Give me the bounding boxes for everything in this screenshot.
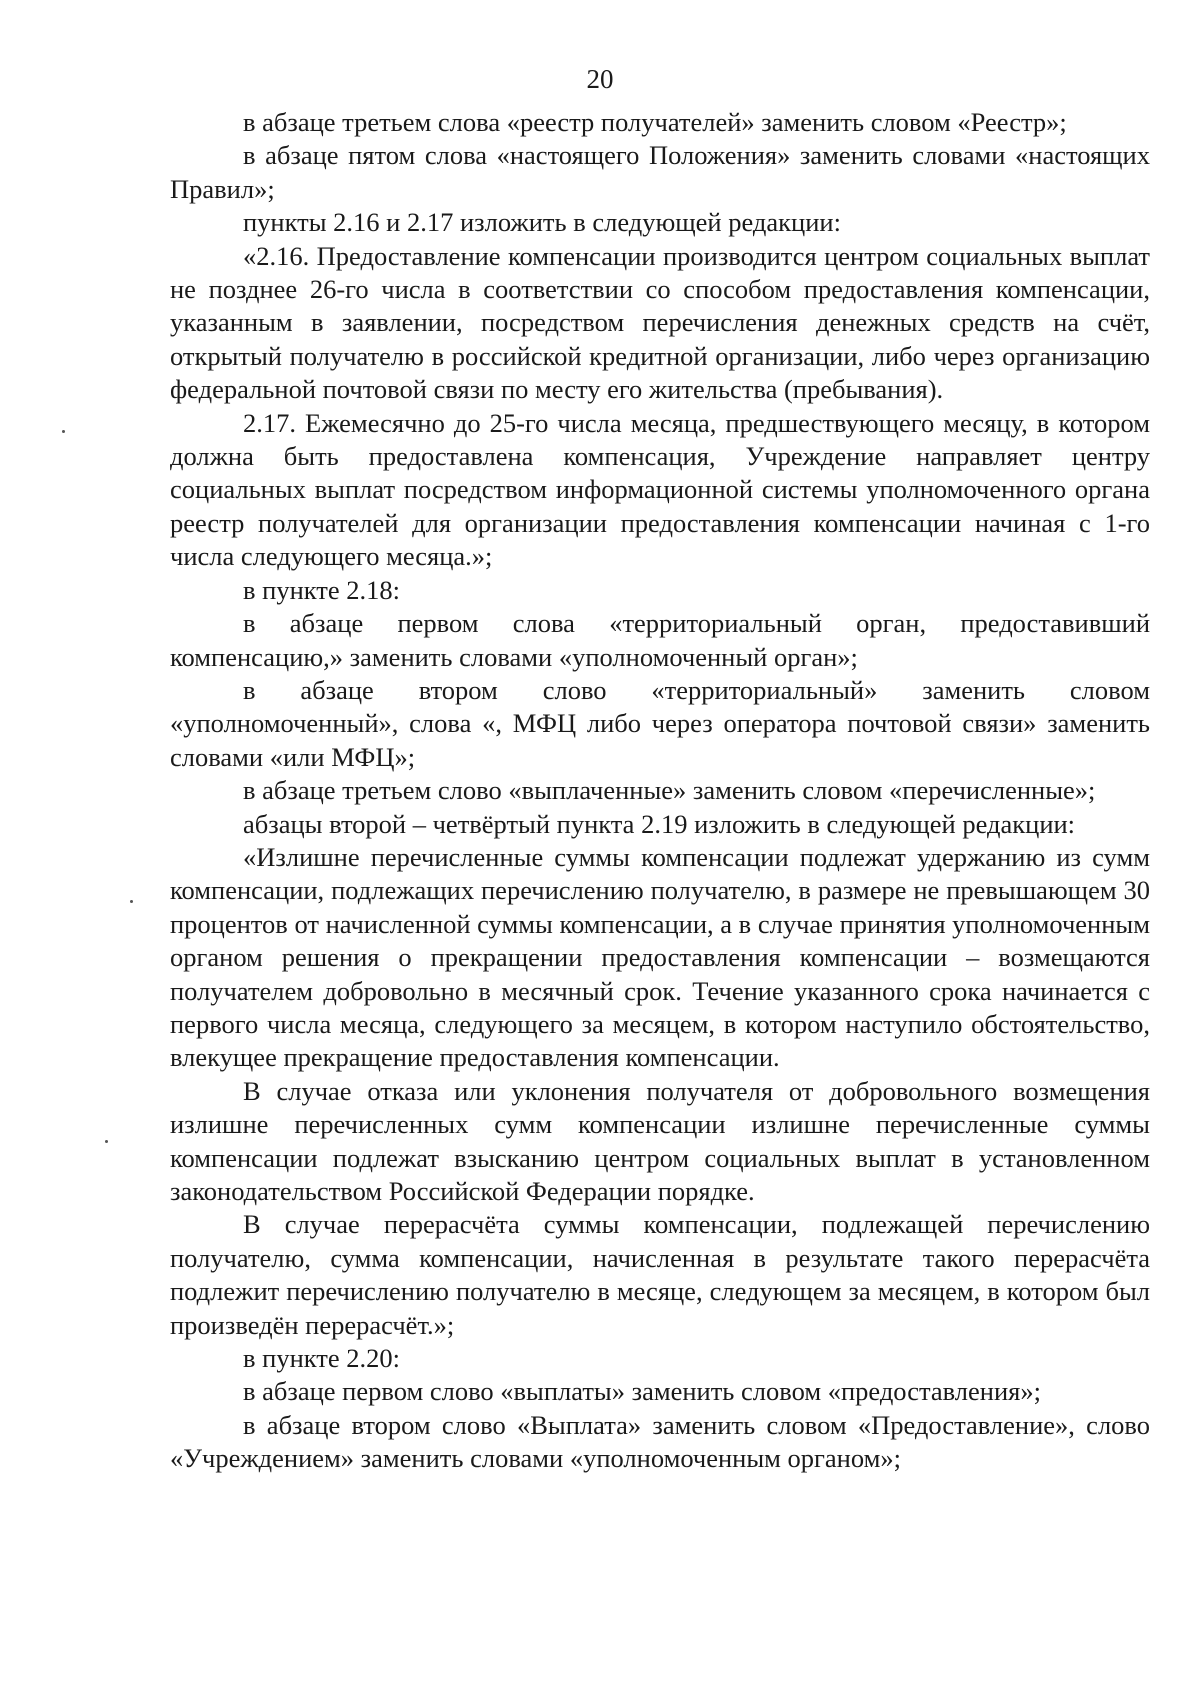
scan-speck — [130, 900, 133, 903]
paragraph: в пункте 2.20: — [243, 1343, 400, 1374]
paragraph: В случае перерасчёта суммы компенсации, подлежащей перечислению получателю, сумма компенсации, начисленная в результате такого перерасчёта подлежит перечислению получателю в месяце, следующем за месяцем, в котором был произведён перерасчёт.»; — [170, 1209, 1150, 1340]
paragraph: «Излишне перечисленные суммы компенсации подлежат удержанию из сумм компенсации, подлежащих перечислению получателю, в размере не превышающем 30 процентов от начисленной суммы компенсации, а в случае принятия уполномоченным органом решения о прекращении предоставления компенсации – возмещаются получателем добровольно в месячный срок. Течение указанного срока начинается с первого числа месяца, следующего за месяцем, в котором наступило обстоятельство, влекущее прекращение предоставления компенсации. — [170, 841, 1150, 1073]
paragraph: абзацы второй – четвёртый пункта 2.19 изложить в следующей редакции: — [243, 808, 1076, 839]
paragraph: 2.17. Ежемесячно до 25-го числа месяца, предшествующего месяцу, в котором должна быть предоставлена компенсация, Учреждение направляет центру социальных выплат посредством информационной системы уполномоченного органа реестр получателей для организации предоставления компенсации начиная с 1-го числа следующего месяца.»; — [170, 407, 1150, 572]
paragraph: в абзаце первом слово «выплаты» заменить словом «предоставления»; — [243, 1376, 1041, 1407]
paragraph: в абзаце третьем слова «реестр получателей» заменить словом «Реестр»; — [243, 107, 1067, 137]
paragraph: в пункте 2.18: — [243, 574, 400, 605]
paragraph: в абзаце пятом слова «настоящего Положения» заменить словами «настоящих Правил»; — [170, 140, 1150, 204]
document-body — [170, 106, 1150, 1476]
page-number: 20 — [586, 64, 614, 94]
scan-speck — [62, 430, 65, 433]
paragraph: в абзаце втором слово «Выплата» заменить словом «Предоставление», слово «Учреждением» заменить словами «уполномоченным органом»; — [170, 1409, 1150, 1474]
scan-speck — [105, 1140, 108, 1143]
paragraph: «2.16. Предоставление компенсации производится центром социальных выплат не позднее 26-го числа в соответствии со способом предоставления компенсации, указанным в заявлении, посредством перечисления денежных средств на счёт, открытый получателю в российской кредитной организации, либо через организацию федеральной почтовой связи по месту его жительства (пребывания). — [170, 240, 1150, 405]
paragraph: В случае отказа или уклонения получателя от добровольного возмещения излишне перечисленных сумм компенсации излишне перечисленные суммы компенсации подлежат взысканию центром социальных выплат в установленном законодательством Российской Федерации порядке. — [170, 1075, 1150, 1206]
paragraph: пункты 2.16 и 2.17 изложить в следующей редакции: — [243, 207, 841, 238]
paragraph: в абзаце втором слово «территориальный» заменить словом «уполномоченный», слова «, МФЦ либо через оператора почтовой связи» заменить словами «или МФЦ»; — [170, 674, 1150, 772]
paragraph: в абзаце третьем слово «выплаченные» заменить словом «перечисленные»; — [243, 775, 1096, 806]
paragraph: в абзаце первом слова «территориальный орган, предоставивший компенсацию,» заменить словами «уполномоченный орган»; — [170, 608, 1150, 672]
